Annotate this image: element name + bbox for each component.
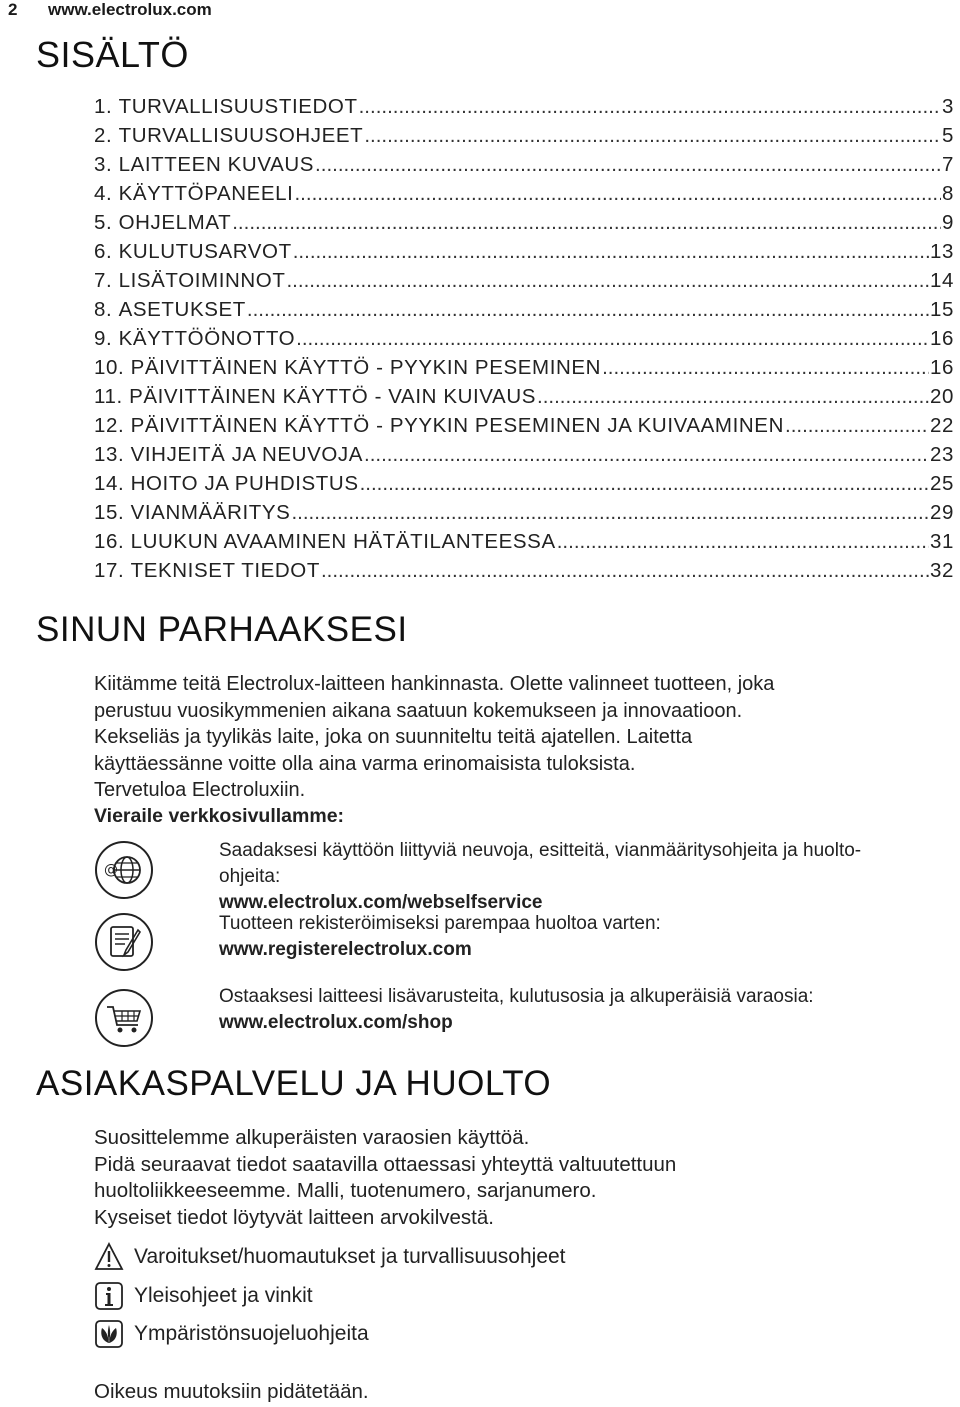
web-item-text: Tuotteen rekisteröimiseksi parempaa huoltoa varten: (219, 913, 661, 934)
toc-leader-dots (293, 240, 929, 264)
toc-entry-title: KÄYTTÖÖNOTTO (118, 327, 296, 350)
toc-entry-title: TURVALLISUUSOHJEET (118, 124, 364, 147)
toc-entry-title: TURVALLISUUSTIEDOT (118, 95, 358, 118)
site-url: www.electrolux.com (48, 0, 212, 19)
page-number: 2 (8, 0, 18, 19)
toc-entry-number: 15. (94, 501, 125, 524)
legend-label: Ympäristönsuojeluohjeita (134, 1322, 369, 1345)
toc-entry-title: PÄIVITTÄINEN KÄYTTÖ - VAIN KUIVAUS (129, 385, 537, 408)
toc-entry-title: PÄIVITTÄINEN KÄYTTÖ - PYYKIN PESEMINEN JA KUIVAAMINEN (130, 414, 784, 437)
service-line: huoltoliikkeeseemme. Malli, tuotenumero, sarjanumero. (94, 1179, 597, 1202)
legend-label: Yleisohjeet ja vinkit (134, 1284, 313, 1307)
intro-line: käyttäessänne voitte olla aina varma erinomaisista tuloksista. (94, 752, 636, 775)
toc-entry-title: LUUKUN AVAAMINEN HÄTÄTILANTEESSA (130, 530, 556, 553)
toc-entry-page: 7 (941, 153, 954, 176)
toc-entry-title: LISÄTOIMINNOT (118, 269, 286, 292)
legend-environment (94, 1319, 369, 1349)
toc-entry-number: 2. (94, 124, 113, 147)
toc-entry[interactable] (94, 559, 954, 588)
shopping-cart-icon (94, 988, 154, 1048)
toc-entry-page: 16 (929, 356, 954, 379)
toc-leader-dots (296, 327, 929, 351)
toc-entry[interactable] (94, 298, 954, 327)
register-link[interactable]: www.registerelectrolux.com (219, 939, 472, 960)
toc-entry-number: 4. (94, 182, 113, 205)
toc-entry[interactable] (94, 153, 954, 182)
toc-entry-number: 12. (94, 414, 125, 437)
toc-entry-page: 14 (929, 269, 954, 292)
leaf-environment-icon (94, 1319, 124, 1349)
web-item-support (219, 838, 939, 916)
toc-entry-title: LAITTEEN KUVAUS (118, 153, 315, 176)
toc-entry[interactable] (94, 269, 954, 298)
toc-entry-page: 23 (929, 443, 954, 466)
intro-line: Tervetuloa Electroluxiin. (94, 779, 306, 801)
service-heading: ASIAKASPALVELU JA HUOLTO (36, 1064, 552, 1103)
toc-entry[interactable] (94, 414, 954, 443)
toc-entry-title: KÄYTTÖPANEELI (118, 182, 294, 205)
toc-entry-page: 8 (941, 182, 954, 205)
toc-entry-page: 5 (941, 124, 954, 147)
svg-text:@: @ (104, 862, 118, 878)
toc-entry[interactable] (94, 443, 954, 472)
intro-line: perustuu vuosikymmenien aikana saatuun kokemukseen ja innovaatioon. (94, 699, 743, 722)
legend-label: Varoitukset/huomautukset ja turvallisuusohjeet (134, 1245, 566, 1268)
toc-entry-number: 14. (94, 472, 125, 495)
registration-form-icon (94, 912, 154, 972)
toc-entry-number: 8. (94, 298, 113, 321)
toc-entry[interactable] (94, 182, 954, 211)
toc-entry[interactable] (94, 124, 954, 153)
service-line: Kyseiset tiedot löytyvät laitteen arvokilvestä. (94, 1205, 494, 1229)
toc-leader-dots (364, 124, 941, 148)
toc-heading: SISÄLTÖ (36, 34, 189, 75)
toc-entry-number: 7. (94, 269, 113, 292)
toc-entry-title: ASETUKSET (118, 298, 246, 321)
intro-paragraph (94, 671, 914, 804)
toc-entry-number: 11. (94, 385, 123, 408)
service-paragraph (94, 1125, 914, 1231)
toc-entry[interactable] (94, 530, 954, 559)
toc-leader-dots (359, 95, 941, 119)
web-item-register (219, 911, 939, 963)
web-item-shop (219, 984, 939, 1036)
web-item-text: ohjeita: (219, 866, 281, 887)
web-item-text: Ostaaksesi laitteesi lisävarusteita, kulutusosia ja alkuperäisiä varaosia: (219, 986, 814, 1007)
toc-leader-dots (364, 443, 929, 467)
visit-label: Vieraile verkkosivullamme: (94, 805, 345, 827)
toc-entry-title: KULUTUSARVOT (118, 240, 292, 263)
toc-entry-page: 31 (929, 530, 954, 553)
toc-entry[interactable] (94, 327, 954, 356)
toc-entry-page: 32 (929, 559, 954, 582)
toc-entry-title: HOITO JA PUHDISTUS (130, 472, 359, 495)
toc-entry-title: TEKNISET TIEDOT (130, 559, 320, 582)
toc-leader-dots (294, 182, 941, 206)
toc-entry-page: 16 (929, 327, 954, 350)
toc-entry-number: 5. (94, 211, 113, 234)
toc-entry-page: 25 (929, 472, 954, 495)
intro-line: Kiitämme teitä Electrolux-laitteen hankinnasta. Olette valinneet tuotteen, joka (94, 673, 775, 695)
toc-entry[interactable] (94, 472, 954, 501)
service-line: Suosittelemme alkuperäisten varaosien käyttöä. (94, 1126, 530, 1149)
toc-leader-dots (360, 472, 929, 496)
toc-entry-title: VIHJEITÄ JA NEUVOJA (130, 443, 364, 466)
toc-entry-page: 20 (929, 385, 954, 408)
toc-entry-number: 10. (94, 356, 125, 379)
toc-entry[interactable] (94, 95, 954, 124)
toc-entry[interactable] (94, 385, 954, 414)
legend-warning (94, 1242, 566, 1272)
intro-line: Kekseliäs ja tyylikäs laite, joka on suunniteltu teitä ajatellen. Laitetta (94, 726, 693, 748)
toc-leader-dots (785, 414, 929, 438)
toc-entry[interactable] (94, 240, 954, 269)
toc-leader-dots (247, 298, 929, 322)
best-heading: SINUN PARHAAKSESI (36, 610, 408, 649)
shop-link[interactable]: www.electrolux.com/shop (219, 1012, 453, 1033)
toc-entry-number: 9. (94, 327, 113, 350)
info-icon (94, 1281, 124, 1311)
toc-entry-page: 15 (929, 298, 954, 321)
toc-entry-number: 1. (94, 95, 113, 118)
service-line: Pidä seuraavat tiedot saatavilla ottaessasi yhteyttä valtuutettuun (94, 1152, 677, 1176)
toc-entry[interactable] (94, 211, 954, 240)
toc-leader-dots (557, 530, 929, 554)
web-item-text: Saadaksesi käyttöön liittyviä neuvoja, esitteitä, vianmääritysohjeita ja huolto- (219, 840, 862, 861)
toc-entry-number: 17. (94, 559, 125, 582)
page-header (8, 0, 212, 20)
toc-entry-page: 13 (929, 240, 954, 263)
toc-leader-dots (232, 211, 941, 235)
toc-leader-dots (537, 385, 929, 409)
toc-entry-page: 29 (929, 501, 954, 524)
toc-entry-page: 3 (941, 95, 954, 118)
toc-entry-page: 22 (929, 414, 954, 437)
toc-entry-number: 13. (94, 443, 125, 466)
toc-entry-number: 16. (94, 530, 125, 553)
toc-entry-title: VIANMÄÄRITYS (130, 501, 291, 524)
toc-entry-title: PÄIVITTÄINEN KÄYTTÖ - PYYKIN PESEMINEN (130, 356, 602, 379)
toc-entry[interactable] (94, 501, 954, 530)
toc-entry-page: 9 (941, 211, 954, 234)
support-link[interactable]: www.electrolux.com/webselfservice (219, 892, 543, 913)
footer-note: Oikeus muutoksiin pidätetään. (94, 1380, 369, 1403)
toc-entry-number: 3. (94, 153, 113, 176)
table-of-contents (94, 95, 954, 588)
toc-leader-dots (602, 356, 929, 380)
toc-leader-dots (321, 559, 929, 583)
toc-leader-dots (286, 269, 929, 293)
globe-at-icon (94, 840, 154, 900)
toc-entry[interactable] (94, 356, 954, 385)
toc-entry-number: 6. (94, 240, 113, 263)
legend-info (94, 1281, 313, 1311)
toc-leader-dots (315, 153, 941, 177)
warning-triangle-icon (94, 1242, 124, 1272)
toc-entry-title: OHJELMAT (118, 211, 232, 234)
toc-leader-dots (291, 501, 929, 525)
